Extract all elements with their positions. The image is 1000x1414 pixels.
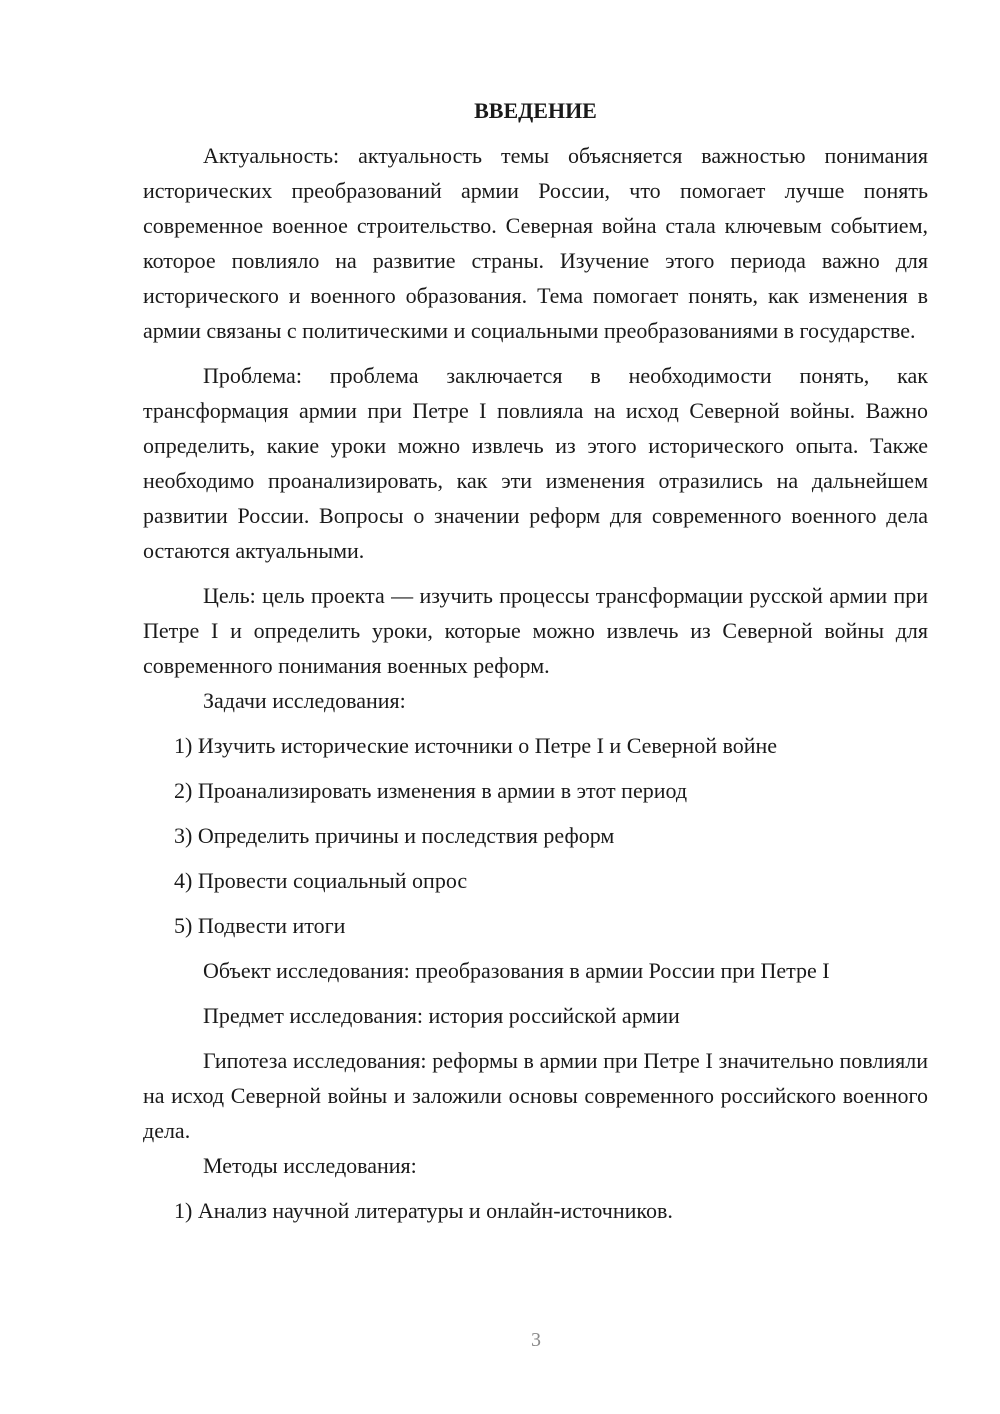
methods-heading: Методы исследования:	[203, 1153, 417, 1178]
section-title: ВВЕДЕНИЕ	[474, 98, 597, 123]
paragraph-problem: Проблема: проблема заключается в необходимости понять, как трансформация армии при Петре I повлияла на исход Северной войны. Важно определить, какие уроки можно извлечь из этого исторического опыта. Также необходимо проанализировать, как эти изменения отразились на дальнейшем развитии России. Вопросы о значении реформ для современного военного дела остаются актуальными.	[143, 363, 928, 563]
task-item: 1) Изучить исторические источники о Петре I и Северной войне	[174, 733, 778, 758]
paragraph-relevance: Актуальность: актуальность темы объясняется важностью понимания исторических преобразований армии России, что помогает лучше понять современное военное строительство. Северная война стала ключевым событием, которое повлияло на развитие страны. Изучение этого периода важно для исторического и военного образования. Тема помогает понять, как изменения в армии связаны с политическими и социальными преобразованиями в государстве.	[143, 143, 928, 343]
tasks-heading: Задачи исследования:	[203, 688, 406, 713]
task-item: 3) Определить причины и последствия реформ	[174, 823, 615, 848]
task-item: 2) Проанализировать изменения в армии в этот период	[174, 778, 688, 803]
research-subject: Предмет исследования: история российской армии	[203, 1003, 680, 1028]
task-item: 5) Подвести итоги	[174, 913, 346, 938]
paragraph-hypothesis: Гипотеза исследования: реформы в армии при Петре I значительно повлияли на исход Северной войны и заложили основы современного российского военного дела.	[143, 1048, 928, 1143]
method-item: 1) Анализ научной литературы и онлайн-источников.	[174, 1198, 673, 1223]
task-item: 4) Провести социальный опрос	[174, 868, 468, 893]
page-number: 3	[531, 1329, 541, 1351]
page-content	[143, 96, 928, 1228]
paragraph-goal: Цель: цель проекта — изучить процессы трансформации русской армии при Петре I и определить уроки, которые можно извлечь из Северной войны для современного понимания военных реформ.	[143, 583, 928, 678]
research-object: Объект исследования: преобразования в армии России при Петре I	[203, 958, 830, 983]
